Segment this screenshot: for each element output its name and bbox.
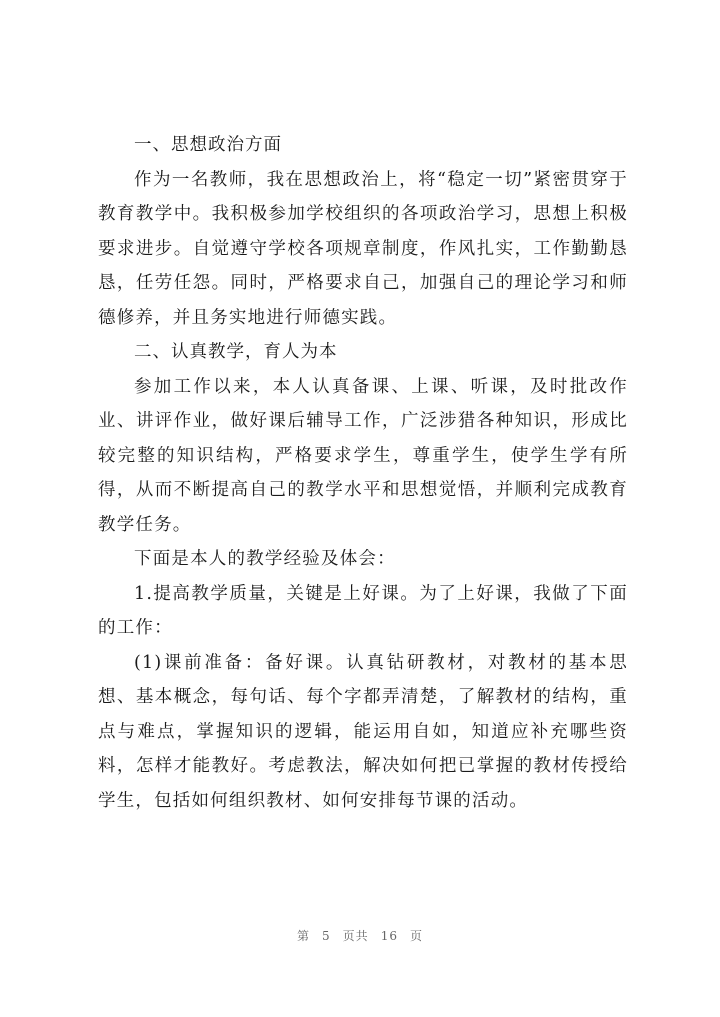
footer-prefix: 第 (297, 929, 311, 943)
footer-total-pages: 16 (380, 929, 398, 943)
footer-middle: 页共 (342, 929, 369, 943)
page-footer (0, 927, 720, 944)
paragraph-point-1-sub-1: (1)课前准备：备好课。认真钻研教材，对教材的基本思想、基本概念，每句话、每个字都弄清楚，了解教材的结构，重点与难点，掌握知识的逻辑，能运用自如，知道应补充哪些资料，怎样才能教好。考虑教法，解决如何把已掌握的教材传授给学生，包括如何组织教材、如何安排每节课的活动。 (98, 652, 628, 811)
footer-current-page: 5 (322, 929, 331, 943)
paragraph-teaching-content: 参加工作以来，本人认真备课、上课、听课，及时批改作业、讲评作业，做好课后辅导工作，广泛涉猎各种知识，形成比较完整的知识结构，严格要求学生，尊重学生，使学生学有所得，从而不断提高自己的教学水平和思想觉悟，并顺利完成教育教学任务。 (98, 376, 628, 535)
section-heading-teaching: 二、认真教学，育人为本 (134, 342, 338, 362)
document-body (98, 128, 628, 818)
footer-suffix: 页 (409, 929, 423, 943)
section-heading-political: 一、思想政治方面 (134, 135, 282, 155)
paragraph-political-content: 作为一名教师，我在思想政治上，将“稳定一切”紧密贯穿于教育教学中。我积极参加学校组织的各项政治学习，思想上积极要求进步。自觉遵守学校各项规章制度，作风扎实，工作勤勤恳恳，任劳任怨。同时，严格要求自己，加强自己的理论学习和师德修养，并且务实地进行师德实践。 (98, 169, 628, 328)
paragraph-point-1: 1.提高教学质量，关键是上好课。为了上好课，我做了下面的工作： (98, 583, 628, 638)
paragraph-experience-intro: 下面是本人的教学经验及体会： (134, 549, 396, 569)
